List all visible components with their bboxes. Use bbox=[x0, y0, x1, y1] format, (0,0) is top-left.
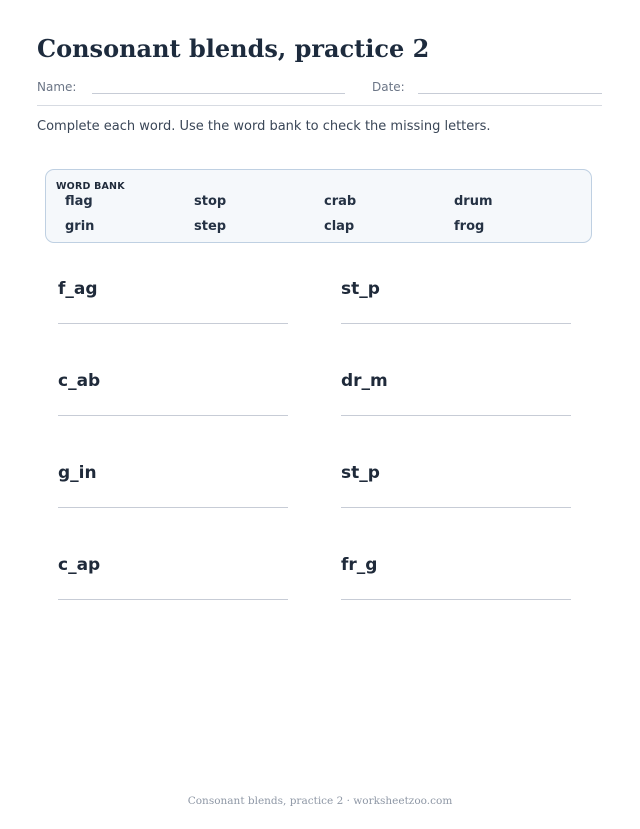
practice-item bbox=[341, 279, 571, 299]
answer-line[interactable] bbox=[341, 415, 571, 416]
name-label: Name: bbox=[37, 80, 77, 94]
answer-line[interactable] bbox=[58, 599, 288, 600]
name-line bbox=[92, 93, 345, 94]
word-bank-word: flag bbox=[65, 194, 93, 209]
word-bank-word: clap bbox=[324, 219, 355, 234]
word-bank-word: drum bbox=[454, 194, 493, 209]
answer-line[interactable] bbox=[341, 599, 571, 600]
practice-item bbox=[58, 279, 288, 299]
answer-line[interactable] bbox=[58, 507, 288, 508]
word-bank-word: frog bbox=[454, 219, 485, 234]
word-bank bbox=[45, 169, 592, 243]
practice-word: c_ap bbox=[58, 555, 101, 575]
word-bank-label: WORD BANK bbox=[56, 181, 125, 192]
instructions: Complete each word. Use the word bank to check the missing letters. bbox=[37, 119, 491, 134]
date-label: Date: bbox=[372, 80, 405, 94]
answer-line[interactable] bbox=[341, 323, 571, 324]
practice-word: c_ab bbox=[58, 371, 101, 391]
word-bank-word: grin bbox=[65, 219, 95, 234]
practice-word: f_ag bbox=[58, 279, 98, 299]
page-title: Consonant blends, practice 2 bbox=[37, 34, 430, 63]
practice-item bbox=[58, 371, 288, 391]
date-line bbox=[418, 93, 602, 94]
practice-item bbox=[58, 555, 288, 575]
page-footer: Consonant blends, practice 2 · worksheetzoo.com bbox=[187, 795, 453, 807]
answer-line[interactable] bbox=[58, 415, 288, 416]
practice-word: fr_g bbox=[341, 555, 378, 575]
practice-word: g_in bbox=[58, 463, 97, 483]
header-divider bbox=[37, 105, 602, 106]
answer-line[interactable] bbox=[58, 323, 288, 324]
word-bank-word: step bbox=[194, 219, 227, 234]
practice-item bbox=[341, 555, 571, 575]
practice-item bbox=[341, 463, 571, 483]
answer-line[interactable] bbox=[341, 507, 571, 508]
practice-item bbox=[58, 463, 288, 483]
practice-word: st_p bbox=[341, 279, 380, 299]
practice-word: dr_m bbox=[341, 371, 388, 391]
word-bank-word: stop bbox=[194, 194, 227, 209]
word-bank-word: crab bbox=[324, 194, 357, 209]
practice-item bbox=[341, 371, 571, 391]
practice-word: st_p bbox=[341, 463, 380, 483]
